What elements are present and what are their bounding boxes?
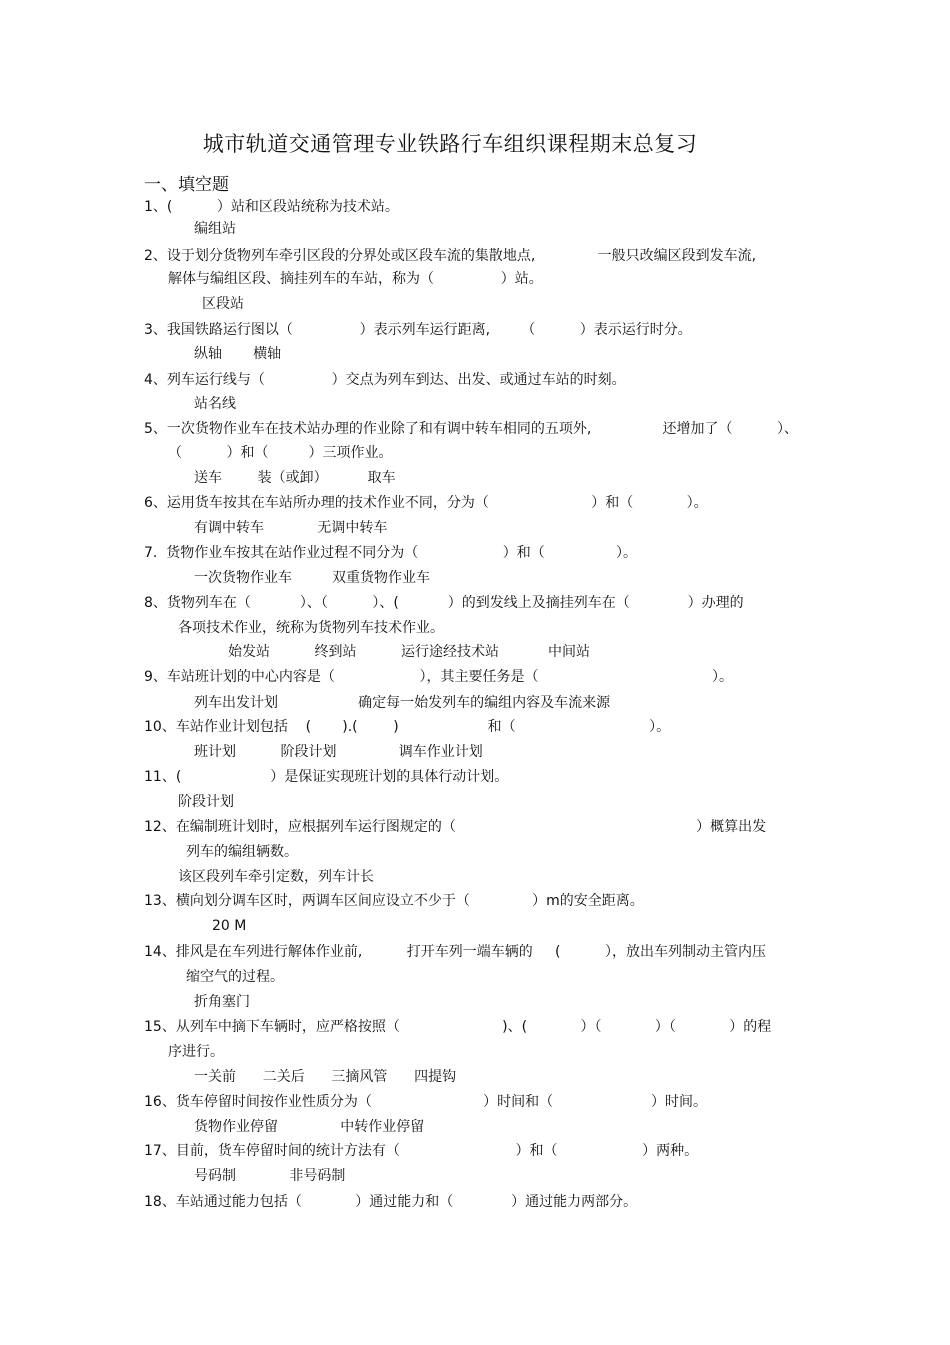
- question-4: 4、列车运行线与（ ）交点为列车到达、出发、或通过车站的时刻。: [144, 372, 626, 388]
- question-8: 8、货物列车在（ ）、（ ）、( ）的到发线上及摘挂列车在（ ）办理的: [144, 595, 744, 611]
- question-16: 16、货车停留时间按作业性质分为（ ）时间和（ ）时间。: [144, 1094, 707, 1110]
- question-5: 5、一次货物作业车在技术站办理的作业除了和有调中转车相同的五项外, 还增加了（ ）、: [144, 421, 799, 437]
- answer-4: 站名线: [194, 396, 236, 412]
- question-11: 11、( ）是保证实现班计划的具体行动计划。: [144, 769, 509, 785]
- question-2-cont: 解体与编组区段、摘挂列车的车站，称为（ ）站。: [168, 271, 543, 287]
- question-3: 3、我国铁路运行图以（ ）表示列车运行距离, （ ）表示运行时分。: [144, 322, 692, 338]
- question-10: 10、车站作业计划包括 ( ).( ) 和（ ）。: [144, 719, 671, 735]
- question-15: 15、从列车中摘下车辆时，应严格按照（ )、( ）（ ）（ ）的程: [144, 1019, 772, 1035]
- question-1: 1、( ）站和区段站统称为技术站。: [144, 199, 399, 215]
- question-2: 2、设于划分货物列车牵引区段的分界处或区段车流的集散地点, 一般只改编区段到发车流,: [144, 248, 757, 264]
- question-14-cont: 缩空气的过程。: [186, 969, 284, 985]
- section-heading: 一、填空题: [144, 175, 229, 195]
- answer-1: 编组站: [194, 221, 236, 237]
- document-title: 城市轨道交通管理专业铁路行车组织课程期末总复习: [202, 132, 698, 156]
- answer-13: 20 M: [212, 918, 247, 934]
- answer-16: 货物作业停留 中转作业停留: [194, 1119, 425, 1135]
- question-18: 18、车站通过能力包括（ ）通过能力和（ ）通过能力两部分。: [144, 1194, 638, 1210]
- answer-9: 列车出发计划 确定每一始发列车的编组内容及车流来源: [194, 695, 611, 711]
- answer-8: 始发站 终到站 运行途经技术站 中间站: [228, 644, 590, 660]
- answer-14: 折角塞门: [194, 994, 250, 1010]
- answer-7: 一次货物作业车 双重货物作业车: [194, 570, 431, 586]
- question-13: 13、横向划分调车区时，两调车区间应设立不少于（ ）m的安全距离。: [144, 893, 644, 909]
- question-9: 9、车站班计划的中心内容是（ ），其主要任务是（ ）。: [144, 669, 734, 685]
- question-6: 6、运用货车按其在车站所办理的技术作业不同，分为（ ）和（ ）。: [144, 495, 708, 511]
- answer-11: 阶段计划: [178, 794, 234, 810]
- answer-10: 班计划 阶段计划 调车作业计划: [194, 744, 483, 760]
- answer-3: 纵轴 横轴: [194, 346, 282, 362]
- question-14: 14、排风是在车列进行解体作业前, 打开车列一端车辆的 ( ），放出车列制动主管内压: [144, 944, 766, 960]
- question-5-cont: （ ）和（ ）三项作业。: [168, 445, 393, 461]
- answer-5: 送车 装（或卸） 取车: [194, 470, 396, 486]
- answer-2: 区段站: [202, 296, 244, 312]
- answer-12: 该区段列车牵引定数，列车计长: [178, 869, 374, 885]
- question-15-cont: 序进行。: [168, 1044, 224, 1060]
- answer-15: 一关前 二关后 三摘风管 四提钩: [194, 1069, 457, 1085]
- question-8-cont: 各项技术作业，统称为货物列车技术作业。: [178, 620, 444, 636]
- answer-17: 号码制 非号码制: [194, 1168, 346, 1184]
- question-12-cont: 列车的编组辆数。: [186, 844, 298, 860]
- question-7: 7. 货物作业车按其在站作业过程不同分为（ ）和（ ）。: [144, 545, 638, 561]
- question-17: 17、目前，货车停留时间的统计方法有（ ）和（ ）两种。: [144, 1143, 699, 1159]
- question-12: 12、在编制班计划时，应根据列车运行图规定的（ ）概算出发: [144, 819, 767, 835]
- answer-6: 有调中转车 无调中转车: [194, 520, 388, 536]
